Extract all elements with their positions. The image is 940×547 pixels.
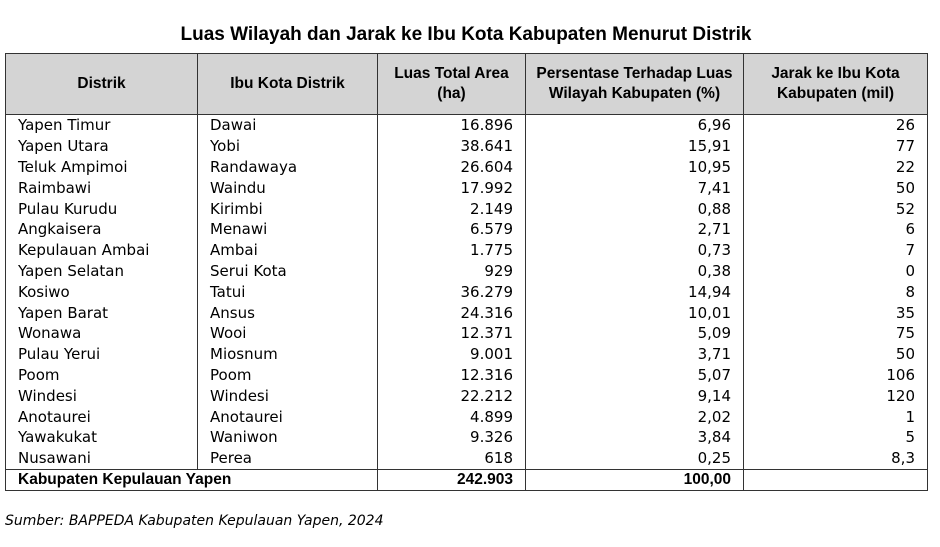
cell-jarak: 5 <box>744 427 928 448</box>
cell-jarak: 120 <box>744 385 928 406</box>
cell-jarak: 77 <box>744 136 928 157</box>
cell-distrik: Wonawa <box>6 323 198 344</box>
cell-luas: 16.896 <box>378 115 526 136</box>
cell-luas: 26.604 <box>378 157 526 178</box>
cell-luas: 9.001 <box>378 344 526 365</box>
total-row <box>6 469 928 491</box>
cell-distrik: Pulau Kurudu <box>6 198 198 219</box>
cell-persen: 10,01 <box>526 302 744 323</box>
source-note: Sumber: BAPPEDA Kabupaten Kepulauan Yapen, 2024 <box>5 513 384 529</box>
district-table <box>5 53 928 491</box>
cell-persen: 6,96 <box>526 115 744 136</box>
table-row <box>6 385 928 406</box>
cell-persen: 3,71 <box>526 344 744 365</box>
table-row <box>6 136 928 157</box>
cell-distrik: Raimbawi <box>6 177 198 198</box>
cell-distrik: Poom <box>6 365 198 386</box>
cell-luas: 618 <box>378 448 526 469</box>
cell-persen: 15,91 <box>526 136 744 157</box>
cell-luas: 24.316 <box>378 302 526 323</box>
cell-distrik: Windesi <box>6 385 198 406</box>
table-row <box>6 177 928 198</box>
cell-luas: 929 <box>378 261 526 282</box>
table-row <box>6 281 928 302</box>
total-persen: 100,00 <box>526 469 744 491</box>
cell-persen: 10,95 <box>526 157 744 178</box>
cell-luas: 4.899 <box>378 406 526 427</box>
header-ibukota: Ibu Kota Distrik <box>198 54 378 115</box>
cell-persen: 0,25 <box>526 448 744 469</box>
total-jarak-empty <box>744 469 928 491</box>
cell-luas: 12.316 <box>378 365 526 386</box>
table-row <box>6 198 928 219</box>
cell-ibukota: Randawaya <box>198 157 378 178</box>
cell-distrik: Yapen Selatan <box>6 261 198 282</box>
cell-luas: 36.279 <box>378 281 526 302</box>
cell-distrik: Yapen Utara <box>6 136 198 157</box>
cell-ibukota: Wooi <box>198 323 378 344</box>
cell-jarak: 0 <box>744 261 928 282</box>
table-row <box>6 240 928 261</box>
table-row <box>6 302 928 323</box>
cell-jarak: 106 <box>744 365 928 386</box>
cell-jarak: 50 <box>744 344 928 365</box>
cell-persen: 2,02 <box>526 406 744 427</box>
cell-luas: 17.992 <box>378 177 526 198</box>
cell-jarak: 7 <box>744 240 928 261</box>
cell-ibukota: Poom <box>198 365 378 386</box>
cell-luas: 38.641 <box>378 136 526 157</box>
cell-ibukota: Yobi <box>198 136 378 157</box>
cell-luas: 9.326 <box>378 427 526 448</box>
cell-distrik: Kosiwo <box>6 281 198 302</box>
cell-ibukota: Waindu <box>198 177 378 198</box>
cell-distrik: Angkaisera <box>6 219 198 240</box>
header-jarak: Jarak ke Ibu Kota Kabupaten (mil) <box>744 54 928 115</box>
cell-ibukota: Serui Kota <box>198 261 378 282</box>
cell-persen: 0,38 <box>526 261 744 282</box>
table-row <box>6 365 928 386</box>
cell-luas: 22.212 <box>378 385 526 406</box>
cell-luas: 6.579 <box>378 219 526 240</box>
table-row <box>6 427 928 448</box>
cell-distrik: Yapen Timur <box>6 115 198 136</box>
cell-persen: 14,94 <box>526 281 744 302</box>
cell-persen: 3,84 <box>526 427 744 448</box>
total-label: Kabupaten Kepulauan Yapen <box>6 469 378 491</box>
cell-ibukota: Perea <box>198 448 378 469</box>
cell-persen: 7,41 <box>526 177 744 198</box>
cell-jarak: 75 <box>744 323 928 344</box>
table-row <box>6 115 928 136</box>
cell-distrik: Yawakukat <box>6 427 198 448</box>
cell-jarak: 8 <box>744 281 928 302</box>
cell-persen: 5,07 <box>526 365 744 386</box>
table-title: Luas Wilayah dan Jarak ke Ibu Kota Kabupaten Menurut Distrik <box>180 24 752 45</box>
cell-distrik: Kepulauan Ambai <box>6 240 198 261</box>
table-row <box>6 344 928 365</box>
table-row <box>6 406 928 427</box>
cell-jarak: 22 <box>744 157 928 178</box>
cell-jarak: 26 <box>744 115 928 136</box>
cell-persen: 5,09 <box>526 323 744 344</box>
cell-ibukota: Waniwon <box>198 427 378 448</box>
table-row <box>6 157 928 178</box>
table-row <box>6 219 928 240</box>
header-distrik: Distrik <box>6 54 198 115</box>
cell-ibukota: Ambai <box>198 240 378 261</box>
cell-ibukota: Anotaurei <box>198 406 378 427</box>
cell-luas: 12.371 <box>378 323 526 344</box>
cell-persen: 0,73 <box>526 240 744 261</box>
total-luas: 242.903 <box>378 469 526 491</box>
cell-jarak: 50 <box>744 177 928 198</box>
cell-persen: 9,14 <box>526 385 744 406</box>
table-row <box>6 323 928 344</box>
cell-luas: 1.775 <box>378 240 526 261</box>
cell-distrik: Teluk Ampimoi <box>6 157 198 178</box>
cell-distrik: Anotaurei <box>6 406 198 427</box>
cell-jarak: 8,3 <box>744 448 928 469</box>
header-row <box>6 54 928 115</box>
cell-ibukota: Kirimbi <box>198 198 378 219</box>
cell-jarak: 6 <box>744 219 928 240</box>
cell-persen: 2,71 <box>526 219 744 240</box>
table-row <box>6 448 928 469</box>
cell-jarak: 52 <box>744 198 928 219</box>
cell-distrik: Nusawani <box>6 448 198 469</box>
cell-ibukota: Tatui <box>198 281 378 302</box>
cell-jarak: 1 <box>744 406 928 427</box>
cell-jarak: 35 <box>744 302 928 323</box>
cell-persen: 0,88 <box>526 198 744 219</box>
cell-ibukota: Ansus <box>198 302 378 323</box>
cell-ibukota: Menawi <box>198 219 378 240</box>
cell-luas: 2.149 <box>378 198 526 219</box>
cell-ibukota: Miosnum <box>198 344 378 365</box>
cell-distrik: Yapen Barat <box>6 302 198 323</box>
header-luas: Luas Total Area (ha) <box>378 54 526 115</box>
header-persen: Persentase Terhadap Luas Wilayah Kabupaten (%) <box>526 54 744 115</box>
cell-ibukota: Windesi <box>198 385 378 406</box>
cell-distrik: Pulau Yerui <box>6 344 198 365</box>
cell-ibukota: Dawai <box>198 115 378 136</box>
table-row <box>6 261 928 282</box>
